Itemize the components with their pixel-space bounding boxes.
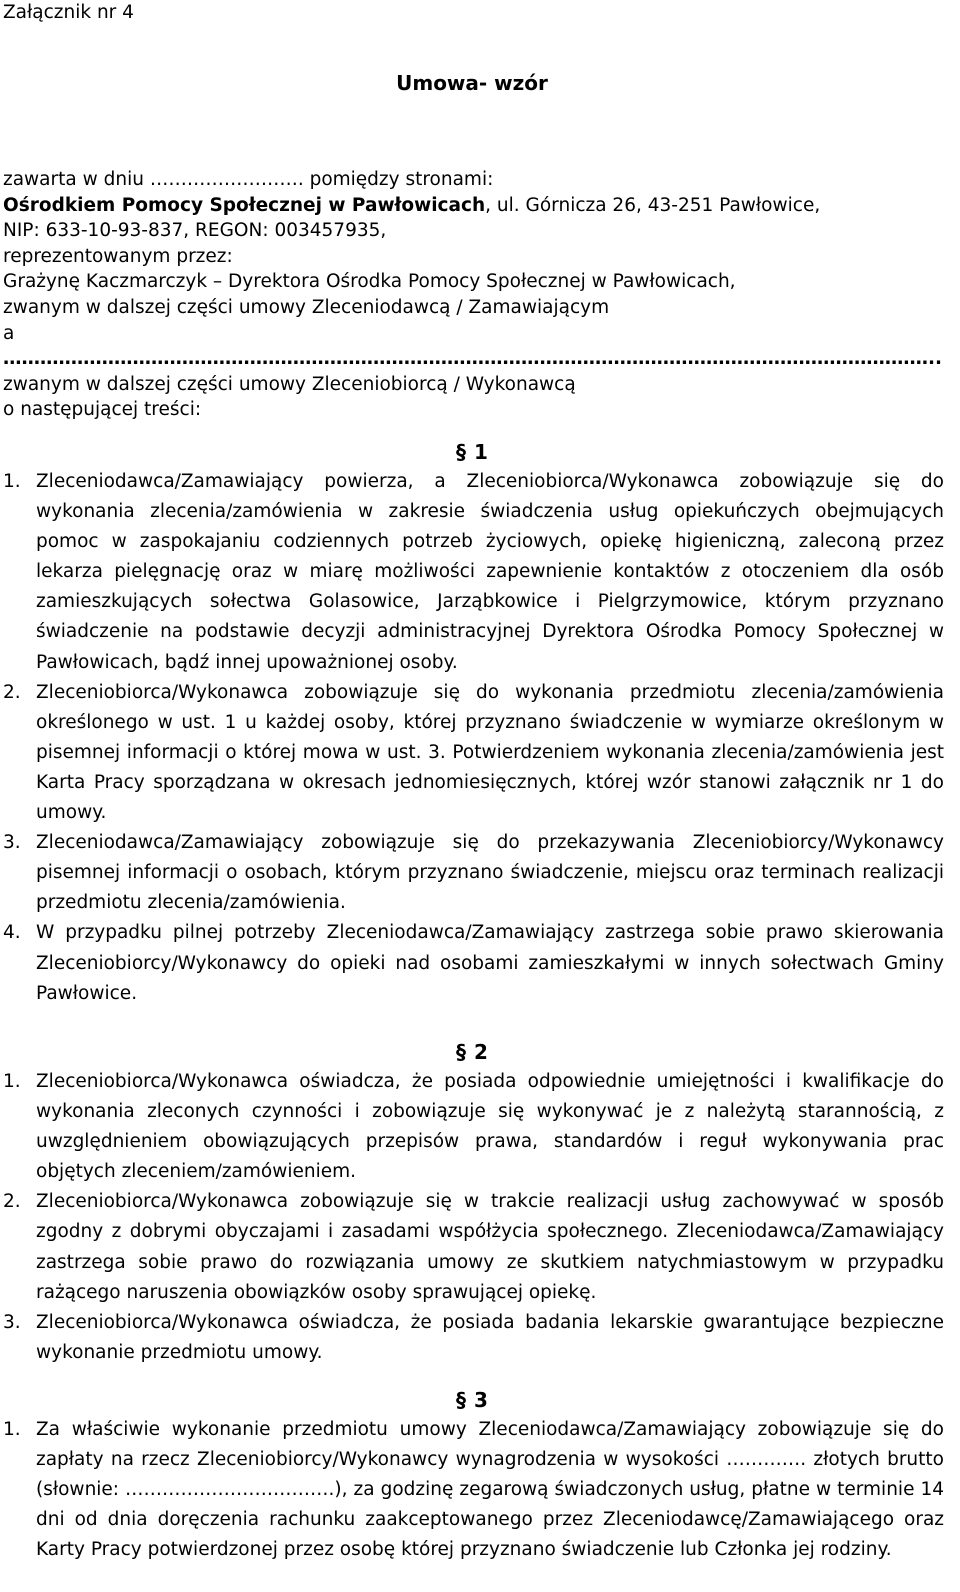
item-text: Zleceniobiorca/Wykonawca oświadcza, że posiada odpowiednie umiejętności i kwalifikacje do wykonania zleconych czynności i zobowiązuje się wykonywać je z należytą starannością, z uwzględnieniem obowiązujących przepisów prawa, standardów i reguł wykonywania prac objętych zleceniem/zamówieniem.	[36, 1071, 944, 1183]
item-text: Zleceniobiorca/Wykonawca oświadcza, że posiada badania lekarskie gwarantujące bezpieczne wykonanie przedmiotu umowy.	[36, 1311, 944, 1363]
paragraph-sign: §	[456, 1040, 467, 1064]
item-number: 3.	[3, 1311, 21, 1333]
section-1	[0, 437, 944, 1009]
list-item	[0, 1308, 944, 1368]
item-number: 1.	[3, 471, 21, 492]
intro-date-line: zawarta w dniu ……………………. pomiędzy stronami:	[3, 169, 494, 190]
paragraph-sign: §	[456, 1388, 467, 1412]
party1-address: , ul. Górnicza 26, 43-251 Pawłowice,	[485, 194, 821, 216]
item-number: 2.	[3, 681, 21, 703]
item-number: 3.	[3, 832, 21, 854]
list-item	[0, 678, 944, 828]
paragraph-sign: §	[456, 440, 467, 464]
item-text: Zleceniodawca/Zamawiający zobowiązuje się do przekazywania Zleceniobiorcy/Wykonawcy pisemnej informacji o osobach, którym przyznano świadczenie, miejscu oraz terminach realizacji przedmiotu zlecenia/zamówienia.	[36, 832, 944, 914]
section-heading	[0, 437, 944, 467]
intro-party2-placeholder: ……………………………………………………………………………………………………………………………………..	[3, 348, 943, 370]
section-heading	[0, 1037, 944, 1067]
section-items	[0, 467, 944, 1009]
intro-nip-regon: NIP: 633-10-93-837, REGON: 003457935,	[3, 220, 387, 242]
section-heading	[0, 1385, 944, 1415]
section-number: 2	[474, 1040, 488, 1064]
party1-name: Ośrodkiem Pomocy Społecznej w Pawłowicach	[3, 194, 486, 216]
contract-parties	[3, 167, 943, 423]
intro-party2-role: zwanym w dalszej części umowy Zleceniobiorcą / Wykonawcą	[3, 373, 576, 395]
section-items	[0, 1067, 944, 1368]
intro-represented-by: reprezentowanym przez:	[3, 245, 233, 267]
section-number: 1	[474, 440, 488, 464]
section-2	[0, 1037, 944, 1368]
item-number: 1.	[3, 1419, 21, 1440]
item-number: 1.	[3, 1071, 21, 1092]
item-text: Zleceniodawca/Zamawiający powierza, a Zleceniobiorca/Wykonawca zobowiązuje się do wykonania zlecenia/zamówienia w zakresie świadczenia usług opiekuńczych obejmujących pomoc w zaspokajaniu codziennych potrzeb życiowych, opiekę higieniczną, zaleconą przez lekarza pielęgnację oraz w miarę możliwości zapewnienie kontaktów z otoczeniem dla osób zamieszkujących sołectwa Golasowice, Jarząbkowice i Pielgrzymowice, którym przyznano świadczenie na podstawie decyzji administracyjnej Dyrektora Ośrodka Pomocy Społecznej w Pawłowicach, bądź innej upoważnionej osoby.	[36, 471, 944, 673]
document-title: Umowa- wzór	[396, 71, 548, 95]
intro-and: a	[3, 322, 15, 344]
list-item	[0, 1067, 944, 1187]
intro-party1-line	[3, 193, 943, 219]
list-item	[0, 467, 944, 678]
section-items	[0, 1415, 944, 1565]
intro-party1-role: zwanym w dalszej części umowy Zleceniodawcą / Zamawiającym	[3, 296, 610, 318]
item-text: Zleceniobiorca/Wykonawca zobowiązuje się w trakcie realizacji usług zachowywać w sposób zgodny z dobrymi obyczajami i zasadami współżycia społecznego. Zleceniodawca/Zamawiający zastrzega sobie prawo do rozwiązania umowy ze skutkiem natychmiastowym w przypadku rażącego naruszenia obowiązków osoby sprawującej opiekę.	[36, 1191, 944, 1303]
attachment-label: Załącznik nr 4	[3, 2, 134, 23]
list-item	[0, 1187, 944, 1307]
item-text: Zleceniobiorca/Wykonawca zobowiązuje się do wykonania przedmiotu zlecenia/zamówienia określonego w ust. 1 u każdej osoby, której przyznano świadczenie w wymiarze określonym w pisemnej informacji o której mowa w ust. 3. Potwierdzeniem wykonania zlecenia/zamówienia jest Karta Pracy sporządzana w okresach jednomiesięcznych, której wzór stanowi załącznik nr 1 do umowy.	[36, 681, 944, 824]
item-text: Za właściwie wykonanie przedmiotu umowy Zleceniodawca/Zamawiający zobowiązuje się do zapłaty na rzecz Zleceniobiorcy/Wykonawcy wynagrodzenia w wysokości …………. złotych brutto (słownie: …………………………….), za godzinę zegarową świadczonych usług, płatne w terminie 14 dni od dnia doręczenia rachunku zaakceptowanego przez Zleceniodawcę/Zamawiającego oraz Karty Pracy potwierdzonej przez osobę której przyznano świadczenie lub Członka jej rodziny.	[36, 1419, 944, 1561]
item-number: 4.	[3, 922, 21, 944]
section-3	[0, 1385, 944, 1565]
list-item	[0, 1415, 944, 1565]
list-item	[0, 828, 944, 918]
section-number: 3	[474, 1388, 488, 1412]
item-text: W przypadku pilnej potrzeby Zleceniodawca/Zamawiający zastrzega sobie prawo skierowania Zleceniobiorcy/Wykonawcy do opieki nad osobami zamieszkałymi w innych sołectwach Gminy Pawłowice.	[36, 922, 944, 1004]
intro-representative: Grażynę Kaczmarczyk – Dyrektora Ośrodka Pomocy Społecznej w Pawłowicach,	[3, 271, 736, 293]
intro-content-lead: o następującej treści:	[3, 399, 202, 421]
item-number: 2.	[3, 1191, 21, 1213]
list-item	[0, 918, 944, 1008]
